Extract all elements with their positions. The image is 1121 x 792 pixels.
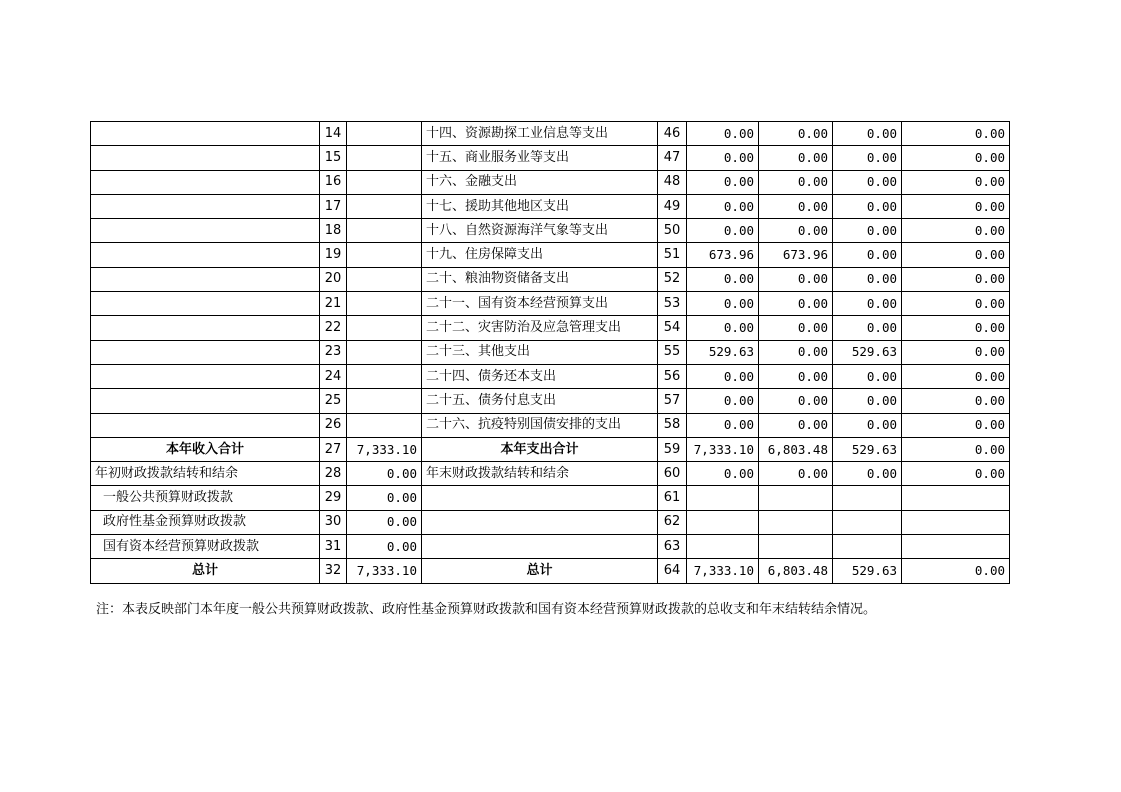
expense-general-budget: 0.00	[759, 146, 833, 170]
expense-fund-budget	[833, 535, 902, 559]
expense-row-number: 59	[658, 437, 687, 461]
income-row-number: 32	[320, 559, 347, 583]
expense-item-label: 十六、金融支出	[422, 170, 658, 194]
expense-total: 0.00	[687, 364, 759, 388]
income-row-number: 25	[320, 389, 347, 413]
expense-general-budget: 6,803.48	[759, 559, 833, 583]
expense-general-budget: 0.00	[759, 219, 833, 243]
expense-total: 0.00	[687, 122, 759, 146]
income-item-label	[91, 267, 320, 291]
expense-total: 0.00	[687, 316, 759, 340]
expense-row-number: 55	[658, 340, 687, 364]
expense-item-label: 二十一、国有资本经营预算支出	[422, 292, 658, 316]
expense-general-budget: 0.00	[759, 170, 833, 194]
table-note: 注：本表反映部门本年度一般公共预算财政拨款、政府性基金预算财政拨款和国有资本经营预算财政拨款的总收支和年末结转结余情况。	[96, 602, 877, 617]
expense-row-number: 47	[658, 146, 687, 170]
table-row	[91, 413, 1010, 437]
expense-row-number: 58	[658, 413, 687, 437]
table-row	[91, 462, 1010, 486]
table-row	[91, 340, 1010, 364]
income-amount: 0.00	[347, 535, 422, 559]
table-row	[91, 437, 1010, 461]
expense-item-label: 年末财政拨款结转和结余	[422, 462, 658, 486]
expense-general-budget: 0.00	[759, 340, 833, 364]
budget-table	[90, 121, 1010, 584]
expense-item-label: 本年支出合计	[422, 437, 658, 461]
expense-item-label: 二十四、债务还本支出	[422, 364, 658, 388]
expense-fund-budget: 0.00	[833, 316, 902, 340]
table-row	[91, 486, 1010, 510]
income-amount: 7,333.10	[347, 559, 422, 583]
expense-total: 673.96	[687, 243, 759, 267]
income-row-number: 15	[320, 146, 347, 170]
income-amount	[347, 122, 422, 146]
income-item-label	[91, 292, 320, 316]
income-item-label: 年初财政拨款结转和结余	[91, 462, 320, 486]
income-item-label	[91, 219, 320, 243]
income-row-number: 14	[320, 122, 347, 146]
table-row	[91, 510, 1010, 534]
income-amount	[347, 170, 422, 194]
expense-general-budget	[759, 486, 833, 510]
expense-total: 0.00	[687, 389, 759, 413]
expense-total: 0.00	[687, 413, 759, 437]
table-row	[91, 535, 1010, 559]
expense-total: 0.00	[687, 267, 759, 291]
expense-capital-budget	[902, 510, 1010, 534]
expense-item-label: 二十、粮油物资储备支出	[422, 267, 658, 291]
expense-fund-budget: 0.00	[833, 170, 902, 194]
expense-item-label: 二十六、抗疫特别国债安排的支出	[422, 413, 658, 437]
expense-item-label: 十四、资源勘探工业信息等支出	[422, 122, 658, 146]
expense-item-label: 总计	[422, 559, 658, 583]
expense-row-number: 57	[658, 389, 687, 413]
expense-capital-budget: 0.00	[902, 340, 1010, 364]
income-row-number: 29	[320, 486, 347, 510]
expense-row-number: 49	[658, 194, 687, 218]
expense-fund-budget: 529.63	[833, 559, 902, 583]
income-amount	[347, 413, 422, 437]
expense-capital-budget: 0.00	[902, 122, 1010, 146]
table-body	[91, 122, 1010, 584]
expense-general-budget: 0.00	[759, 462, 833, 486]
income-item-label: 政府性基金预算财政拨款	[91, 510, 320, 534]
table-row	[91, 559, 1010, 583]
expense-item-label	[422, 510, 658, 534]
expense-row-number: 46	[658, 122, 687, 146]
expense-total	[687, 535, 759, 559]
expense-item-label: 十八、自然资源海洋气象等支出	[422, 219, 658, 243]
expense-item-label: 二十三、其他支出	[422, 340, 658, 364]
income-amount	[347, 364, 422, 388]
income-row-number: 19	[320, 243, 347, 267]
income-row-number: 31	[320, 535, 347, 559]
table-row	[91, 292, 1010, 316]
expense-capital-budget: 0.00	[902, 437, 1010, 461]
income-row-number: 21	[320, 292, 347, 316]
expense-general-budget: 6,803.48	[759, 437, 833, 461]
table-row	[91, 122, 1010, 146]
expense-row-number: 48	[658, 170, 687, 194]
expense-fund-budget	[833, 510, 902, 534]
expense-general-budget: 0.00	[759, 122, 833, 146]
expense-capital-budget: 0.00	[902, 364, 1010, 388]
expense-row-number: 50	[658, 219, 687, 243]
expense-total: 0.00	[687, 292, 759, 316]
income-item-label: 一般公共预算财政拨款	[91, 486, 320, 510]
table-row	[91, 194, 1010, 218]
income-item-label	[91, 243, 320, 267]
expense-general-budget: 0.00	[759, 267, 833, 291]
expense-capital-budget: 0.00	[902, 146, 1010, 170]
income-item-label	[91, 122, 320, 146]
expense-capital-budget: 0.00	[902, 462, 1010, 486]
expense-fund-budget	[833, 486, 902, 510]
expense-row-number: 62	[658, 510, 687, 534]
expense-general-budget: 0.00	[759, 413, 833, 437]
expense-general-budget: 0.00	[759, 364, 833, 388]
expense-general-budget: 673.96	[759, 243, 833, 267]
income-row-number: 22	[320, 316, 347, 340]
expense-item-label	[422, 535, 658, 559]
expense-fund-budget: 0.00	[833, 219, 902, 243]
expense-row-number: 61	[658, 486, 687, 510]
expense-row-number: 64	[658, 559, 687, 583]
income-item-label	[91, 316, 320, 340]
income-row-number: 17	[320, 194, 347, 218]
expense-fund-budget: 0.00	[833, 243, 902, 267]
income-item-label	[91, 413, 320, 437]
income-amount: 0.00	[347, 486, 422, 510]
income-item-label	[91, 389, 320, 413]
expense-capital-budget: 0.00	[902, 413, 1010, 437]
expense-fund-budget: 0.00	[833, 364, 902, 388]
expense-total: 0.00	[687, 462, 759, 486]
table-row	[91, 146, 1010, 170]
income-row-number: 30	[320, 510, 347, 534]
expense-row-number: 63	[658, 535, 687, 559]
income-row-number: 18	[320, 219, 347, 243]
income-row-number: 28	[320, 462, 347, 486]
table-row	[91, 243, 1010, 267]
expense-capital-budget: 0.00	[902, 559, 1010, 583]
income-amount	[347, 340, 422, 364]
income-item-label: 本年收入合计	[91, 437, 320, 461]
expense-fund-budget: 0.00	[833, 413, 902, 437]
expense-capital-budget: 0.00	[902, 316, 1010, 340]
expense-total: 7,333.10	[687, 559, 759, 583]
expense-general-budget: 0.00	[759, 389, 833, 413]
expense-row-number: 60	[658, 462, 687, 486]
expense-capital-budget	[902, 535, 1010, 559]
income-amount: 7,333.10	[347, 437, 422, 461]
expense-general-budget: 0.00	[759, 292, 833, 316]
expense-item-label: 十七、援助其他地区支出	[422, 194, 658, 218]
expense-item-label	[422, 486, 658, 510]
expense-capital-budget: 0.00	[902, 170, 1010, 194]
table-row	[91, 364, 1010, 388]
income-item-label: 国有资本经营预算财政拨款	[91, 535, 320, 559]
income-item-label	[91, 194, 320, 218]
expense-total: 0.00	[687, 219, 759, 243]
income-amount	[347, 146, 422, 170]
expense-total: 0.00	[687, 170, 759, 194]
table-row	[91, 389, 1010, 413]
expense-capital-budget: 0.00	[902, 389, 1010, 413]
expense-total: 529.63	[687, 340, 759, 364]
expense-row-number: 53	[658, 292, 687, 316]
table-row	[91, 316, 1010, 340]
expense-general-budget	[759, 535, 833, 559]
income-item-label	[91, 364, 320, 388]
income-row-number: 16	[320, 170, 347, 194]
expense-capital-budget: 0.00	[902, 267, 1010, 291]
expense-fund-budget: 0.00	[833, 146, 902, 170]
income-amount	[347, 316, 422, 340]
expense-fund-budget: 0.00	[833, 389, 902, 413]
expense-fund-budget: 0.00	[833, 194, 902, 218]
expense-item-label: 十九、住房保障支出	[422, 243, 658, 267]
income-item-label: 总计	[91, 559, 320, 583]
table-row	[91, 170, 1010, 194]
expense-fund-budget: 529.63	[833, 340, 902, 364]
expense-row-number: 51	[658, 243, 687, 267]
expense-capital-budget: 0.00	[902, 243, 1010, 267]
expense-capital-budget	[902, 486, 1010, 510]
expense-fund-budget: 0.00	[833, 292, 902, 316]
income-amount	[347, 389, 422, 413]
expense-general-budget	[759, 510, 833, 534]
expense-fund-budget: 0.00	[833, 462, 902, 486]
income-row-number: 26	[320, 413, 347, 437]
expense-fund-budget: 0.00	[833, 122, 902, 146]
income-row-number: 20	[320, 267, 347, 291]
expense-total: 7,333.10	[687, 437, 759, 461]
expense-item-label: 二十二、灾害防治及应急管理支出	[422, 316, 658, 340]
income-row-number: 27	[320, 437, 347, 461]
income-amount	[347, 267, 422, 291]
expense-total	[687, 510, 759, 534]
expense-total: 0.00	[687, 194, 759, 218]
expense-row-number: 56	[658, 364, 687, 388]
table-row	[91, 219, 1010, 243]
expense-item-label: 十五、商业服务业等支出	[422, 146, 658, 170]
income-row-number: 23	[320, 340, 347, 364]
income-row-number: 24	[320, 364, 347, 388]
expense-capital-budget: 0.00	[902, 219, 1010, 243]
income-amount	[347, 219, 422, 243]
expense-total: 0.00	[687, 146, 759, 170]
expense-item-label: 二十五、债务付息支出	[422, 389, 658, 413]
income-item-label	[91, 170, 320, 194]
income-amount	[347, 194, 422, 218]
expense-row-number: 54	[658, 316, 687, 340]
expense-general-budget: 0.00	[759, 194, 833, 218]
income-amount	[347, 292, 422, 316]
income-item-label	[91, 340, 320, 364]
income-item-label	[91, 146, 320, 170]
table-row	[91, 267, 1010, 291]
expense-capital-budget: 0.00	[902, 292, 1010, 316]
expense-capital-budget: 0.00	[902, 194, 1010, 218]
expense-total	[687, 486, 759, 510]
expense-fund-budget: 0.00	[833, 267, 902, 291]
expense-row-number: 52	[658, 267, 687, 291]
income-amount	[347, 243, 422, 267]
expense-fund-budget: 529.63	[833, 437, 902, 461]
income-amount: 0.00	[347, 510, 422, 534]
expense-general-budget: 0.00	[759, 316, 833, 340]
income-amount: 0.00	[347, 462, 422, 486]
